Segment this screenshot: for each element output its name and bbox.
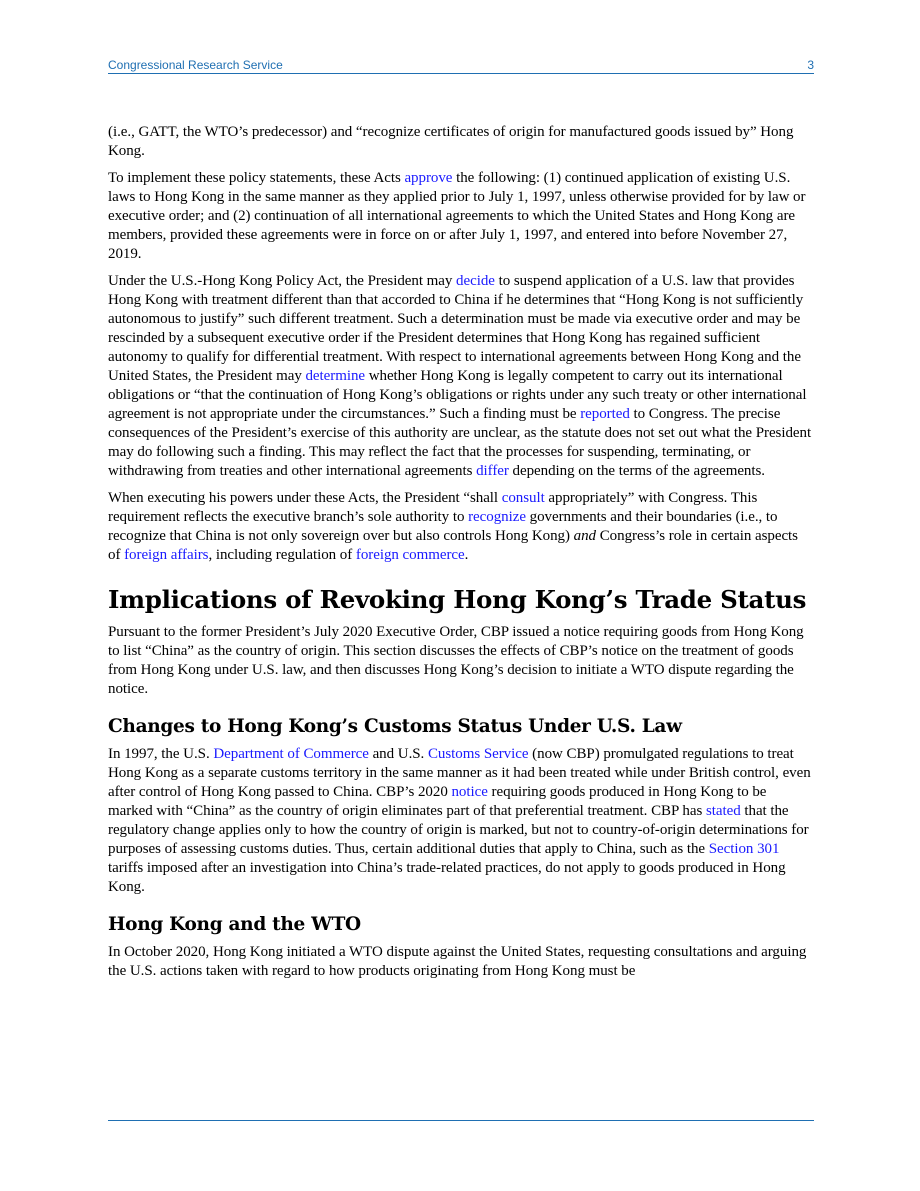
paragraph-6 bbox=[108, 745, 814, 897]
footer-rule bbox=[108, 1120, 814, 1121]
text: . bbox=[464, 547, 469, 563]
link-determine[interactable]: determine bbox=[305, 368, 366, 384]
link-approve[interactable]: approve bbox=[404, 170, 453, 186]
header-org-name: Congressional Research Service bbox=[108, 58, 283, 72]
text: Congress’s role in certain aspects of bbox=[108, 528, 798, 563]
text: requiring goods produced in Hong Kong to be marked with “China” as the country of origin eliminates part of that preferential treatment. CBP has bbox=[108, 784, 767, 819]
text: depending on the terms of the agreements. bbox=[508, 463, 765, 479]
text: governments and their boundaries (i.e., to recognize that China is not only sovereign over but also controls Hong Kong) bbox=[108, 509, 778, 544]
text: Under the U.S.-Hong Kong Policy Act, the President may bbox=[108, 273, 457, 289]
text: whether Hong Kong is legally competent to carry out its international obligations or “that the continuation of Hong Kong’s obligations or rights under any such treaty or other international agreement is not appropriate under the circumstances.” Such a finding must be bbox=[108, 368, 807, 422]
section-heading: Implications of Revoking Hong Kong’s Trade Status bbox=[108, 585, 807, 614]
text: (i.e., GATT, the WTO’s predecessor) and “recognize certificates of origin for manufactured goods issued by” Hong Kong. bbox=[108, 124, 794, 159]
paragraph-7 bbox=[108, 943, 814, 981]
text: that the regulatory change applies only to how the country of origin is marked, but not to country-of-origin determinations for purposes of assessing customs duties. Thus, certain additional duties that apply to China, such as the bbox=[108, 803, 809, 857]
link-decide[interactable]: decide bbox=[456, 273, 495, 289]
text: and U.S. bbox=[368, 746, 428, 762]
text: In 1997, the U.S. bbox=[108, 746, 214, 762]
link-stated[interactable]: stated bbox=[705, 803, 741, 819]
text: In October 2020, Hong Kong initiated a WTO dispute against the United States, requesting consultations and arguing the U.S. actions taken with regard to how products originating from Hong Kong must be bbox=[108, 944, 807, 979]
document-body bbox=[108, 123, 814, 989]
paragraph-2 bbox=[108, 169, 814, 264]
link-notice[interactable]: notice bbox=[451, 784, 488, 800]
text: When executing his powers under these Acts, the President “shall bbox=[108, 490, 502, 506]
text: tariffs imposed after an investigation into China’s trade-related practices, do not apply to goods produced in Hong Kong. bbox=[108, 860, 786, 895]
emphasis-and: and bbox=[573, 528, 597, 544]
link-recognize[interactable]: recognize bbox=[468, 509, 526, 525]
text: Pursuant to the former President’s July 2020 Executive Order, CBP issued a notice requiring goods from Hong Kong to list “China” as the country of origin. This section discusses the effects of CBP’s notice on the treatment of goods from Hong Kong under U.S. law, and then discusses Hong Kong’s decision to initiate a WTO dispute regarding the notice. bbox=[108, 624, 804, 697]
link-consult[interactable]: consult bbox=[501, 490, 545, 506]
page-header bbox=[108, 57, 814, 74]
text: , including regulation of bbox=[208, 547, 356, 563]
link-reported[interactable]: reported bbox=[580, 406, 630, 422]
text: appropriately” with Congress. This requirement reflects the executive branch’s sole authority to bbox=[108, 490, 758, 525]
page-number: 3 bbox=[807, 58, 814, 72]
link-foreign-affairs[interactable]: foreign affairs bbox=[124, 547, 209, 563]
link-department-of-commerce[interactable]: Department of Commerce bbox=[213, 746, 369, 762]
text: the following: (1) continued application of existing U.S. laws to Hong Kong in the same manner as they applied prior to July 1, 1997, unless otherwise provided for by law or executive order; and (2) continuation of all international agreements to which the United States and Hong Kong are members, provided these agreements were in force on or after July 1, 1997, and entered into before November 27, 2019. bbox=[108, 170, 806, 262]
paragraph-1 bbox=[108, 123, 814, 161]
link-section-301[interactable]: Section 301 bbox=[708, 841, 780, 857]
text: (now CBP) promulgated regulations to treat Hong Kong as a separate customs territory in the same manner as it had been treated while under British control, even after control of Hong Kong passed to China. CBP’s 2020 bbox=[108, 746, 811, 800]
text: to Congress. The precise consequences of the President’s exercise of this authority are unclear, as the statute does not set out what the President may do following such a finding. This may reflect the fact that the processes for suspending, terminating, or withdrawing from treaties and other international agreements bbox=[108, 406, 812, 479]
paragraph-4 bbox=[108, 489, 814, 565]
paragraph-5 bbox=[108, 623, 814, 699]
link-foreign-commerce[interactable]: foreign commerce bbox=[355, 547, 465, 563]
text: to suspend application of a U.S. law that provides Hong Kong with treatment different than that accorded to China if he determines that “Hong Kong is not sufficiently autonomous to justify” such different treatment. Such a determination must be made via executive order and may be rescinded by a subsequent executive order if the President determines that Hong Kong has regained sufficient autonomy to qualify for differential treatment. With respect to international agreements between Hong Kong and the United States, the President may bbox=[108, 273, 804, 384]
link-customs-service[interactable]: Customs Service bbox=[427, 746, 529, 762]
paragraph-3 bbox=[108, 272, 814, 481]
subsection-heading-wto: Hong Kong and the WTO bbox=[108, 914, 361, 935]
subsection-heading-customs: Changes to Hong Kong’s Customs Status Under U.S. Law bbox=[108, 716, 682, 737]
text: To implement these policy statements, these Acts bbox=[108, 170, 405, 186]
link-differ[interactable]: differ bbox=[476, 463, 509, 479]
